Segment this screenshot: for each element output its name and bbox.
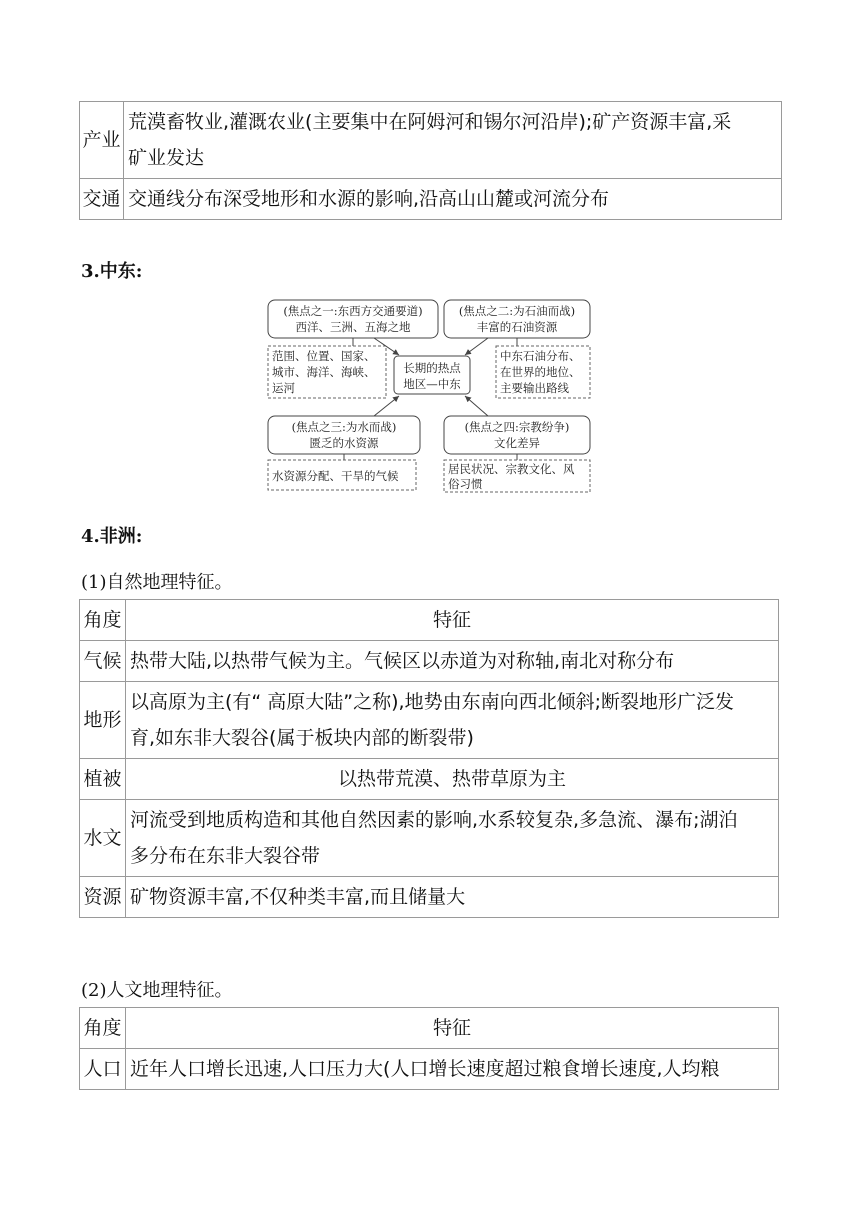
header-angle: 角度 — [80, 1008, 126, 1049]
section-heading-africa: 4.非洲: — [81, 526, 143, 547]
focus3-title: (焦点之三:为水而战) — [291, 420, 397, 434]
focus4-title: (焦点之四:宗教纷争) — [464, 420, 570, 434]
table-row — [80, 1049, 779, 1090]
text-line: 矿业发达 — [128, 147, 205, 169]
row-label-vegetation: 植被 — [80, 759, 126, 800]
row-content-transport — [124, 179, 782, 220]
focus2-detail-line: 中东石油分布、 — [500, 349, 581, 363]
table-row — [80, 682, 779, 759]
arrow-focus4 — [465, 396, 488, 416]
focus2-title: (焦点之二:为石油而战) — [458, 304, 576, 318]
middle-east-diagram — [264, 296, 594, 496]
arrow-focus2 — [465, 338, 488, 355]
row-content-population — [126, 1049, 779, 1090]
header-angle: 角度 — [80, 600, 126, 641]
table-row — [80, 641, 779, 682]
center-line: 地区—中东 — [403, 377, 461, 391]
arrow-focus3 — [374, 396, 399, 416]
focus1-detail-line: 运河 — [272, 381, 295, 395]
table-natural-features — [79, 599, 779, 918]
row-content-vegetation — [126, 759, 779, 800]
focus3-subtitle: 匮乏的水资源 — [309, 436, 379, 450]
text-line: 交通线分布深受地形和水源的影响,沿高山山麓或河流分布 — [128, 188, 610, 210]
header-feature: 特征 — [126, 1008, 779, 1049]
table-row — [80, 800, 779, 877]
table-header-row — [80, 1008, 779, 1049]
focus1-detail-line: 范围、位置、国家、 — [272, 349, 376, 363]
focus4-detail-line: 俗习惯 — [448, 477, 483, 491]
row-content-industry — [124, 102, 782, 179]
section-heading-middle-east: 3.中东: — [81, 261, 143, 282]
row-label-resources: 资源 — [80, 877, 126, 918]
table-human-features — [79, 1007, 779, 1090]
row-label-terrain: 地形 — [80, 682, 126, 759]
focus4-subtitle: 文化差异 — [494, 436, 540, 450]
table-row — [80, 179, 782, 220]
subsection-natural-features: (1)自然地理特征。 — [81, 572, 233, 593]
row-label-climate: 气候 — [80, 641, 126, 682]
row-label-hydrology: 水文 — [80, 800, 126, 877]
focus1-detail-line: 城市、海洋、海峡、 — [272, 365, 376, 379]
row-content-hydrology — [126, 800, 779, 877]
table-row — [80, 759, 779, 800]
table-row — [80, 877, 779, 918]
focus2-detail-line: 在世界的地位、 — [500, 365, 581, 379]
focus2-subtitle: 丰富的石油资源 — [476, 320, 558, 334]
text-line: 近年人口增长迅速,人口压力大(人口增长速度超过粮食增长速度,人均粮 — [130, 1058, 720, 1080]
table-header-row — [80, 600, 779, 641]
center-line: 长期的热点 — [403, 361, 461, 375]
table-row — [80, 102, 782, 179]
focus1-subtitle: 西洋、三洲、五海之地 — [295, 320, 411, 334]
row-label-industry: 产业 — [80, 102, 124, 179]
focus1-title: (焦点之一:东西方交通要道) — [283, 304, 423, 318]
text-line: 育,如东非大裂谷(属于板块内部的断裂带) — [130, 727, 474, 749]
text-line: 矿物资源丰富,不仅种类丰富,而且储量大 — [130, 886, 466, 908]
subsection-human-features: (2)人文地理特征。 — [81, 980, 233, 1001]
row-content-resources — [126, 877, 779, 918]
row-label-transport: 交通 — [80, 179, 124, 220]
header-feature: 特征 — [126, 600, 779, 641]
focus3-detail-line: 水资源分配、干旱的气候 — [272, 469, 399, 483]
text-line: 以热带荒漠、热带草原为主 — [337, 768, 566, 790]
text-line: 热带大陆,以热带气候为主。气候区以赤道为对称轴,南北对称分布 — [130, 650, 675, 672]
text-line: 河流受到地质构造和其他自然因素的影响,水系较复杂,多急流、瀑布;湖泊 — [130, 809, 738, 831]
focus4-detail-line: 居民状况、宗教文化、风 — [448, 462, 575, 476]
text-line: 荒漠畜牧业,灌溉农业(主要集中在阿姆河和锡尔河沿岸);矿产资源丰富,采 — [128, 111, 732, 133]
text-line: 多分布在东非大裂谷带 — [130, 845, 321, 867]
text-line: 以高原为主(有“ 高原大陆”之称),地势由东南向西北倾斜;断裂地形广泛发 — [130, 691, 734, 713]
row-content-terrain — [126, 682, 779, 759]
focus2-detail-line: 主要输出路线 — [500, 381, 569, 395]
table-industry-transport — [79, 101, 782, 220]
row-content-climate — [126, 641, 779, 682]
row-label-population: 人口 — [80, 1049, 126, 1090]
arrow-focus1 — [374, 338, 399, 355]
